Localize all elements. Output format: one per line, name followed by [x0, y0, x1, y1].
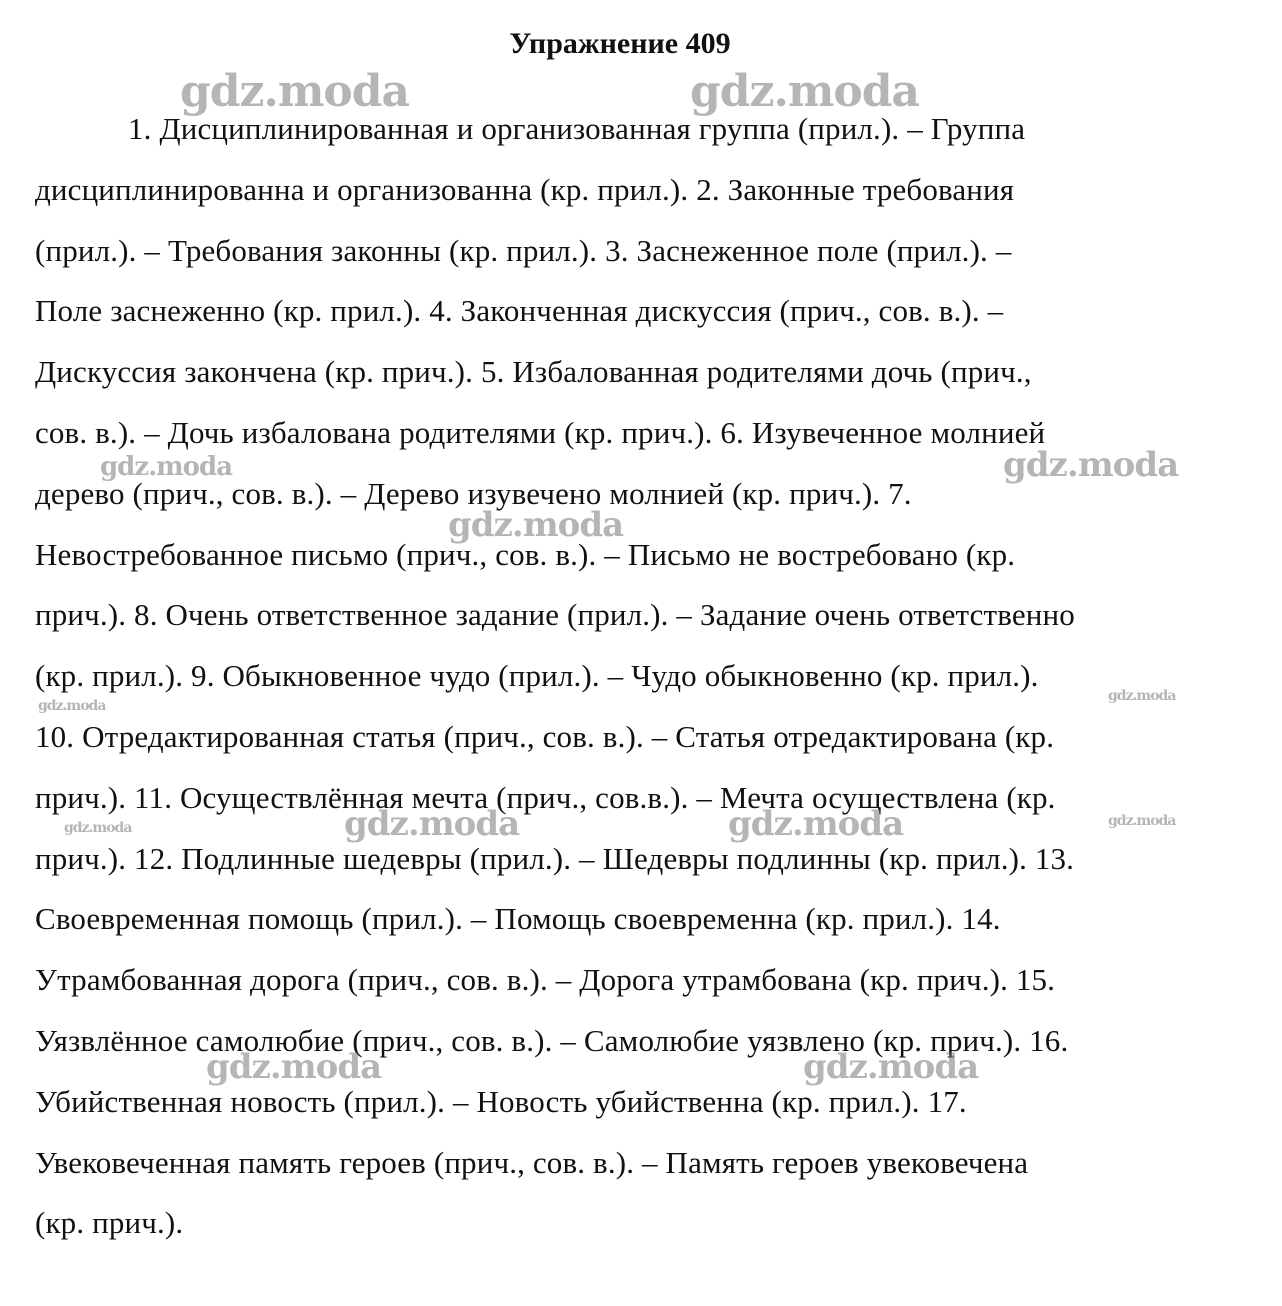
- text-line: Увековеченная память героев (прич., сов. в.). – Память героев увековечена: [35, 1144, 1029, 1180]
- text-line: сов. в.). – Дочь избалована родителями (кр. прич.). 6. Изувеченное молнией: [35, 414, 1046, 450]
- exercise-title: Упражнение 409: [509, 27, 731, 60]
- watermark: gdz.moda: [38, 698, 106, 714]
- watermark: gdz.moda: [1003, 445, 1179, 485]
- text-line: Поле заснеженно (кр. прил.). 4. Законченная дискуссия (прич., сов. в.). –: [35, 293, 1004, 329]
- text-line: (кр. прич.).: [35, 1205, 184, 1241]
- text-line: прич.). 8. Очень ответственное задание (прил.). – Задание очень ответственно: [35, 597, 1075, 633]
- exercise-answer-text: [35, 99, 1205, 1254]
- text-line: Убийственная новость (прил.). – Новость убийственна (кр. прил.). 17.: [35, 1083, 967, 1119]
- watermark: gdz.moda: [448, 505, 624, 545]
- watermark: gdz.moda: [728, 804, 904, 844]
- watermark: gdz.moda: [180, 66, 410, 117]
- text-line: Своевременная помощь (прил.). – Помощь своевременна (кр. прил.). 14.: [35, 901, 1001, 937]
- text-line: 1. Дисциплинированная и организованная группа (прил.). – Группа: [128, 111, 1026, 146]
- text-line: Уязвлённое самолюбие (прич., сов. в.). – Самолюбие уязвлено (кр. прич.). 16.: [35, 1022, 1069, 1058]
- text-line: Невостребованное письмо (прич., сов. в.). – Письмо не востребовано (кр.: [35, 536, 1016, 572]
- text-line: дерево (прич., сов. в.). – Дерево изувечено молнией (кр. прич.). 7.: [35, 475, 912, 511]
- watermark: gdz.moda: [64, 820, 132, 836]
- text-line: Утрамбованная дорога (прич., сов. в.). – Дорога утрамбована (кр. прич.). 15.: [35, 962, 1056, 998]
- text-line: прич.). 11. Осуществлённая мечта (прич., сов.в.). – Мечта осуществлена (кр.: [35, 779, 1056, 815]
- watermark: gdz.moda: [206, 1047, 382, 1087]
- text-line: прич.). 12. Подлинные шедевры (прил.). – Шедевры подлинны (кр. прил.). 13.: [35, 840, 1075, 876]
- text-line: дисциплинированна и организованна (кр. прил.). 2. Законные требования: [35, 171, 1015, 207]
- text-line: Дискуссия закончена (кр. прич.). 5. Избалованная родителями дочь (прич.,: [35, 354, 1032, 390]
- text-line: 10. Отредактированная статья (прич., сов. в.). – Статья отредактирована (кр.: [35, 718, 1055, 754]
- watermark: gdz.moda: [803, 1047, 979, 1087]
- text-line: (прил.). – Требования законны (кр. прил.). 3. Заснеженное поле (прил.). –: [35, 232, 1012, 268]
- watermark: gdz.moda: [1108, 813, 1176, 829]
- watermark: gdz.moda: [344, 804, 520, 844]
- watermark: gdz.moda: [690, 66, 920, 117]
- watermark: gdz.moda: [100, 452, 233, 482]
- watermark: gdz.moda: [1108, 688, 1176, 704]
- text-line: (кр. прил.). 9. Обыкновенное чудо (прил.). – Чудо обыкновенно (кр. прил.).: [35, 658, 1039, 694]
